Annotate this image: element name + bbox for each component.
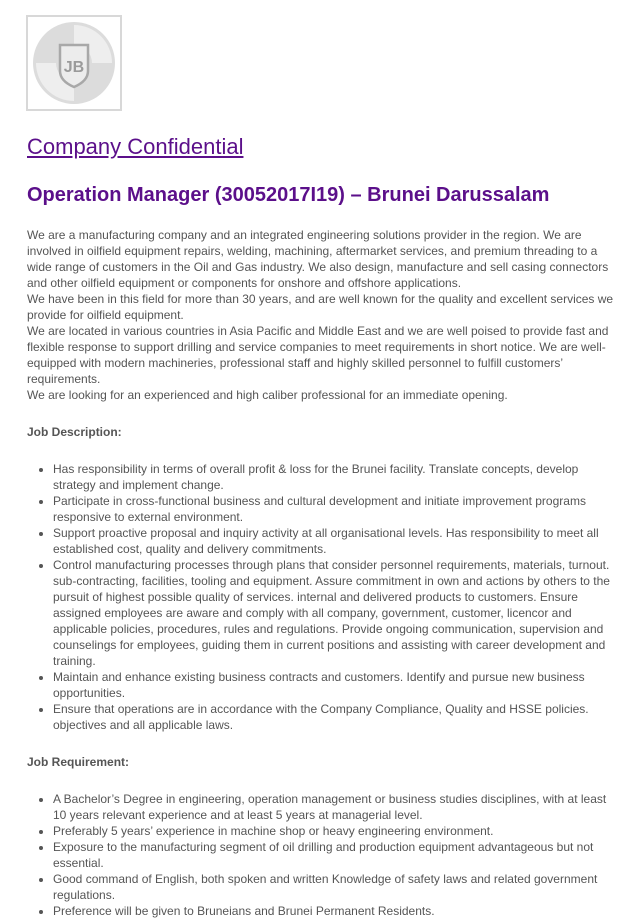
intro-paragraph-2: We have been in this field for more than 30 years, and are well known for the quality and excellent services we provide for oilfield equipment. [27, 292, 614, 322]
intro-paragraph-4: We are looking for an experienced and high caliber professional for an immediate opening. [27, 388, 508, 402]
intro-paragraph-3: We are located in various countries in Asia Pacific and Middle East and we are well poised to provide fast and flexible response to support drilling and service companies to meet requirements in short notice. We are well-equipped with modern machineries, professional staff and highly skilled personnel to fulfill customers’ requirements. [27, 324, 609, 386]
job-requirement-list [27, 791, 621, 919]
list-item: • Control manufacturing processes through plans that consider personnel requirements, materials, turnout. sub-contracting, facilities, tooling and equipment. Assure commitment in own and actions by others to the pursuit of highest possible quality of services. internal and delivered products to customers. Ensure assigned employees are aware and comply with all company, government, customer, licencor and applicable policies, procedures, rules and regulations. Provide ongoing communication, supervision and counselings for employees, guiding them in current positions and assisting with career development and training. [53, 557, 621, 669]
list-item: • Ensure that operations are in accordance with the Company Compliance, Quality and HSSE policies. objectives and all applicable laws. [53, 701, 621, 733]
job-posting-body [27, 227, 621, 919]
list-item: • Good command of English, both spoken and written Knowledge of safety laws and related government regulations. [53, 871, 621, 903]
page-heading[interactable]: Company Confidential [27, 134, 244, 159]
company-logo [26, 15, 122, 111]
list-item: • Maintain and enhance existing business contracts and customers. Identify and pursue new business opportunities. [53, 669, 621, 701]
list-item: • Has responsibility in terms of overall profit & loss for the Brunei facility. Translate concepts, develop strategy and implement change. [53, 461, 621, 493]
logo-text: JB [63, 59, 85, 76]
list-item: • Support proactive proposal and inquiry activity at all organisational levels. Has responsibility to meet all established cost, quality and delivery commitments. [53, 525, 621, 557]
jb-shield-logo-icon [32, 21, 116, 105]
intro-paragraph-1: We are a manufacturing company and an integrated engineering solutions provider in the region. We are involved in oilfield equipment repairs, welding, machining, aftermarket services, and premium threading to a wide range of customers in the Oil and Gas industry. We also design, manufacture and sell casing connectors and other oilfield equipment or components for onshore and offshore applications. [27, 228, 609, 290]
list-item: • Preference will be given to Bruneians and Brunei Permanent Residents. [53, 903, 621, 919]
job-description-list [27, 461, 621, 733]
job-title: Operation Manager (30052017I19) – Brunei Darussalam [27, 184, 550, 206]
list-item: • Preferably 5 years’ experience in machine shop or heavy engineering environment. [53, 823, 621, 839]
list-item: • A Bachelor’s Degree in engineering, operation management or business studies disciplines, with at least 10 years relevant experience and at least 5 years at managerial level. [53, 791, 621, 823]
job-description-label: Job Description: [27, 425, 122, 439]
list-item: • Exposure to the manufacturing segment of oil drilling and production equipment advantageous but not essential. [53, 839, 621, 871]
list-item: • Participate in cross-functional business and cultural development and initiate improvement programs responsive to external environment. [53, 493, 621, 525]
job-requirement-label: Job Requirement: [27, 755, 130, 769]
